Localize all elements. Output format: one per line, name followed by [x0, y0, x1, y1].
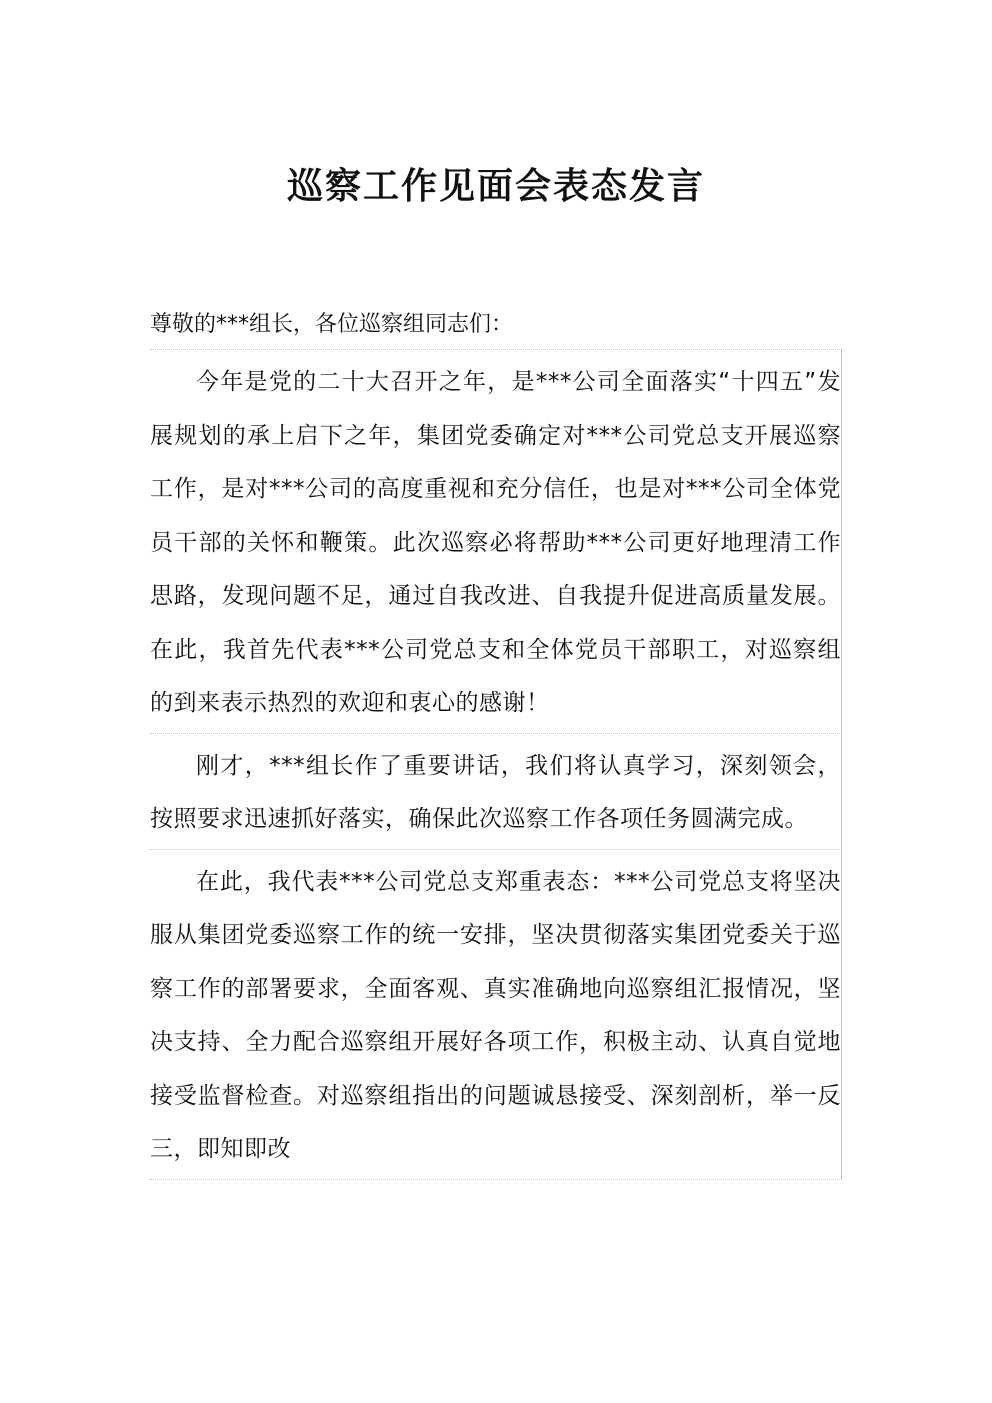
document-title: 巡察工作见面会表态发言: [286, 165, 705, 207]
salutation: 尊敬的***组长，各位巡察组同志们：: [150, 303, 842, 350]
paragraph-commitment: 刚才，***组长作了重要讲话，我们将认真学习，深刻领会，按照要求迅速抓好落实，确保此次巡察工作各项任务圆满完成。: [150, 734, 842, 850]
document-body: [150, 303, 842, 1180]
paragraph-statement: 在此，我代表***公司党总支郑重表态：***公司党总支将坚决服从集团党委巡察工作的统一安排，坚决贯彻落实集团党委关于巡察工作的部署要求，全面客观、真实准确地向巡察组汇报情况，坚决支持、全力配合巡察组开展好各项工作，积极主动、认真自觉地接受监督检查。对巡察组指出的问题诚恳接受、深刻剖析，举一反三，即知即改: [150, 850, 842, 1180]
paragraph-welcome: 今年是党的二十大召开之年，是***公司全面落实“十四五”发展规划的承上启下之年，集团党委确定对***公司党总支开展巡察工作，是对***公司的高度重视和充分信任，也是对***公司全体党员干部的关怀和鞭策。此次巡察必将帮助***公司更好地理清工作思路，发现问题不足，通过自我改进、自我提升促进高质量发展。在此，我首先代表***公司党总支和全体党员干部职工，对巡察组的到来表示热烈的欢迎和衷心的感谢！: [150, 350, 842, 734]
